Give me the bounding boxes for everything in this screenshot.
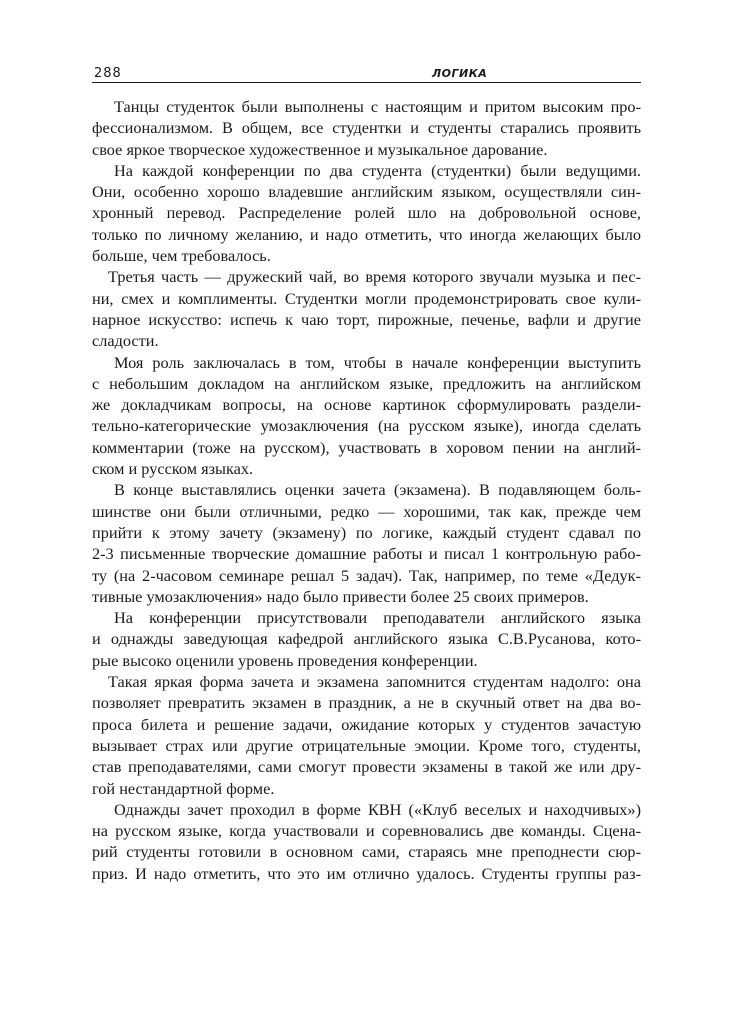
text-line: На конференции присутствовали преподаватели английского языка [114,608,641,628]
text-line: прийти к этому зачету (экзамену) по логике, каждый студент сдавал по [92,522,641,542]
text-line: с небольшим докладом на английском языке, предложить на английском [92,373,641,393]
running-header [92,66,641,83]
text-line: рые высоко оценили уровень проведения конференции. [92,650,478,670]
text-line: ту (на 2-часовом семинаре решал 5 задач). Так, например, по теме «Дедук- [92,565,641,585]
text-line: на русском языке, когда участвовали и соревновались две команды. Сцена- [92,821,641,841]
page-number: 288 [94,66,122,81]
text-line: Однажды зачет проходил в форме КВН («Клуб веселых и находчивых») [114,799,641,819]
text-line: рий студенты готовили в основном сами, стараясь мне преподнести сюр- [92,842,641,862]
text-line: Моя роль заключалась в том, чтобы в начале конференции выступить [114,352,641,372]
text-line: нарное искусство: испечь к чаю торт, пирожные, печенье, вафли и другие [92,309,641,329]
text-line: свое яркое творческое художественное и музыкальное дарование. [92,139,548,159]
text-line: вызывает страх или другие отрицательные эмоции. Кроме того, студенты, [92,735,641,755]
text-line: ском и русском языках. [92,459,254,479]
text-line: ни, смех и комплименты. Студентки могли продемонстрировать свое кули- [92,288,641,308]
text-line: сладости. [92,331,159,351]
text-line: приз. И надо отметить, что это им отлично удалось. Студенты группы раз- [92,863,641,883]
text-line: В конце выставлялись оценки зачета (экзамена). В подавляющем боль- [114,480,641,500]
text-line: хронный перевод. Распределение ролей шло на добровольной основе, [92,203,641,223]
body-text [92,96,641,884]
text-line: больше, чем требовалось. [92,246,271,266]
text-line: тельно-категорические умозаключения (на русском языке), иногда сделать [92,416,641,436]
text-line: 2-3 письменные творческие домашние работы и писал 1 контрольную рабо- [92,544,641,564]
text-line: На каждой конференции по два студента (студентки) были ведущими. [114,160,641,180]
text-line: проса билета и решение задачи, ожидание которых у студентов зачастую [92,714,641,734]
text-line: фессионализмом. В общем, все студентки и студенты старались проявить [92,118,641,138]
text-line: Они, особенно хорошо владевшие английским языком, осуществляли син- [92,182,641,202]
text-line: Танцы студенток были выполнены с настоящим и притом высоким про- [114,97,641,116]
text-line: только по личному желанию, и надо отметить, что иногда желающих было [92,224,641,244]
text-line: шинстве они были отличными, редко — хорошими, так как, прежде чем [92,501,641,521]
text-line: комментарии (тоже на русском), участвовать в хоровом пении на англий- [92,437,641,457]
text-line: же докладчикам вопросы, на основе картинок сформулировать раздели- [92,395,641,415]
text-line: став преподавателями, сами смогут провести экзамены в такой же или дру- [92,757,641,777]
text-line: тивные умозаключения» надо было привести более 25 своих примеров. [92,586,589,606]
text-line: Такая яркая форма зачета и экзамена запомнится студентам надолго: она [108,672,641,692]
running-title: ЛОГИКА [432,67,488,80]
text-line: гой нестандартной форме. [92,778,275,798]
text-line: Третья часть — дружеский чай, во время которого звучали музыка и пес- [108,267,641,287]
text-line: и однажды заведующая кафедрой английского языка С.В.Русанова, кото- [92,629,641,649]
text-line: позволяет превратить экзамен в праздник, а не в скучный ответ на два во- [92,693,641,713]
